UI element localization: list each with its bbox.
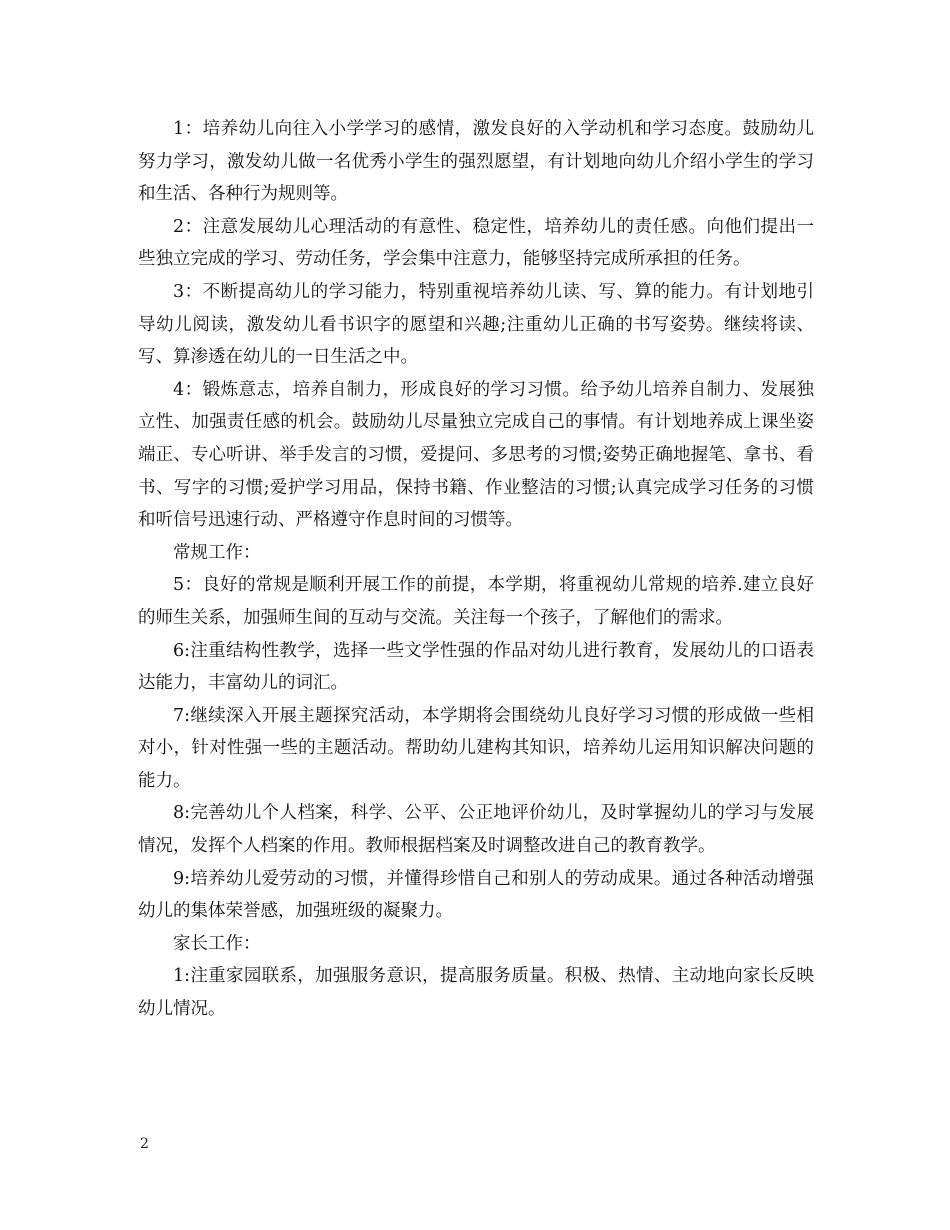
paragraph-4: 4：锻炼意志，培养自制力，形成良好的学习习惯。给予幼儿培养自制力、发展独立性、加强责任感的机会。鼓励幼儿尽量独立完成自己的事情。有计划地养成上课坐姿端正、专心听讲、举手发言的习惯，爱提问、多思考的习惯;姿势正确地握笔、拿书、看书、写字的习惯;爱护学习用品，保持书籍、作业整洁的习惯;认真完成学习任务的习惯和听信号迅速行动、严格遵守作息时间的习惯等。 (138, 379, 814, 531)
paragraph-9: 9:培养幼儿爱劳动的习惯，并懂得珍惜自己和别人的劳动成果。通过各种活动增强幼儿的集体荣誉感，加强班级的凝聚力。 (138, 868, 814, 922)
paragraph-7: 7:继续深入开展主题探究活动，本学期将会围绕幼儿良好学习习惯的形成做一些相对小，针对性强一些的主题活动。帮助幼儿建构其知识，培养幼儿运用知识解决问题的能力。 (138, 705, 814, 791)
page-number: 2 (140, 1136, 149, 1152)
paragraph-2: 2：注意发展幼儿心理活动的有意性、稳定性，培养幼儿的责任感。向他们提出一些独立完成的学习、劳动任务，学会集中注意力，能够坚持完成所承担的任务。 (138, 216, 814, 270)
section-heading-parent-work: 家长工作： (173, 933, 261, 954)
paragraph-3: 3：不断提高幼儿的学习能力，特别重视培养幼儿读、写、算的能力。有计划地引导幼儿阅读，激发幼儿看书识字的愿望和兴趣;注重幼儿正确的书写姿势。继续将读、写、算渗透在幼儿的一日生活之中。 (138, 281, 814, 368)
paragraph-6: 6:注重结构性教学，选择一些文学性强的作品对幼儿进行教育，发展幼儿的口语表达能力，丰富幼儿的词汇。 (138, 640, 814, 694)
paragraph-5: 5：良好的常规是顺利开展工作的前提，本学期，将重视幼儿常规的培养.建立良好的师生关系，加强师生间的互动与交流。关注每一个孩子，了解他们的需求。 (138, 575, 814, 628)
paragraph-parent-1: 1:注重家园联系，加强服务意识，提高服务质量。积极、热情、主动地向家长反映幼儿情况。 (138, 966, 814, 1020)
paragraph-8: 8:完善幼儿个人档案，科学、公平、公正地评价幼儿，及时掌握幼儿的学习与发展情况，发挥个人档案的作用。教师根据档案及时调整改进自己的教育教学。 (138, 803, 814, 857)
paragraph-1: 1：培养幼儿向往入小学学习的感情，激发良好的入学动机和学习态度。鼓励幼儿努力学习，激发幼儿做一名优秀小学生的强烈愿望，有计划地向幼儿介绍小学生的学习和生活、各种行为规则等。 (138, 119, 814, 205)
section-heading-routine-work: 常规工作： (173, 542, 261, 563)
document-body (138, 113, 814, 1026)
